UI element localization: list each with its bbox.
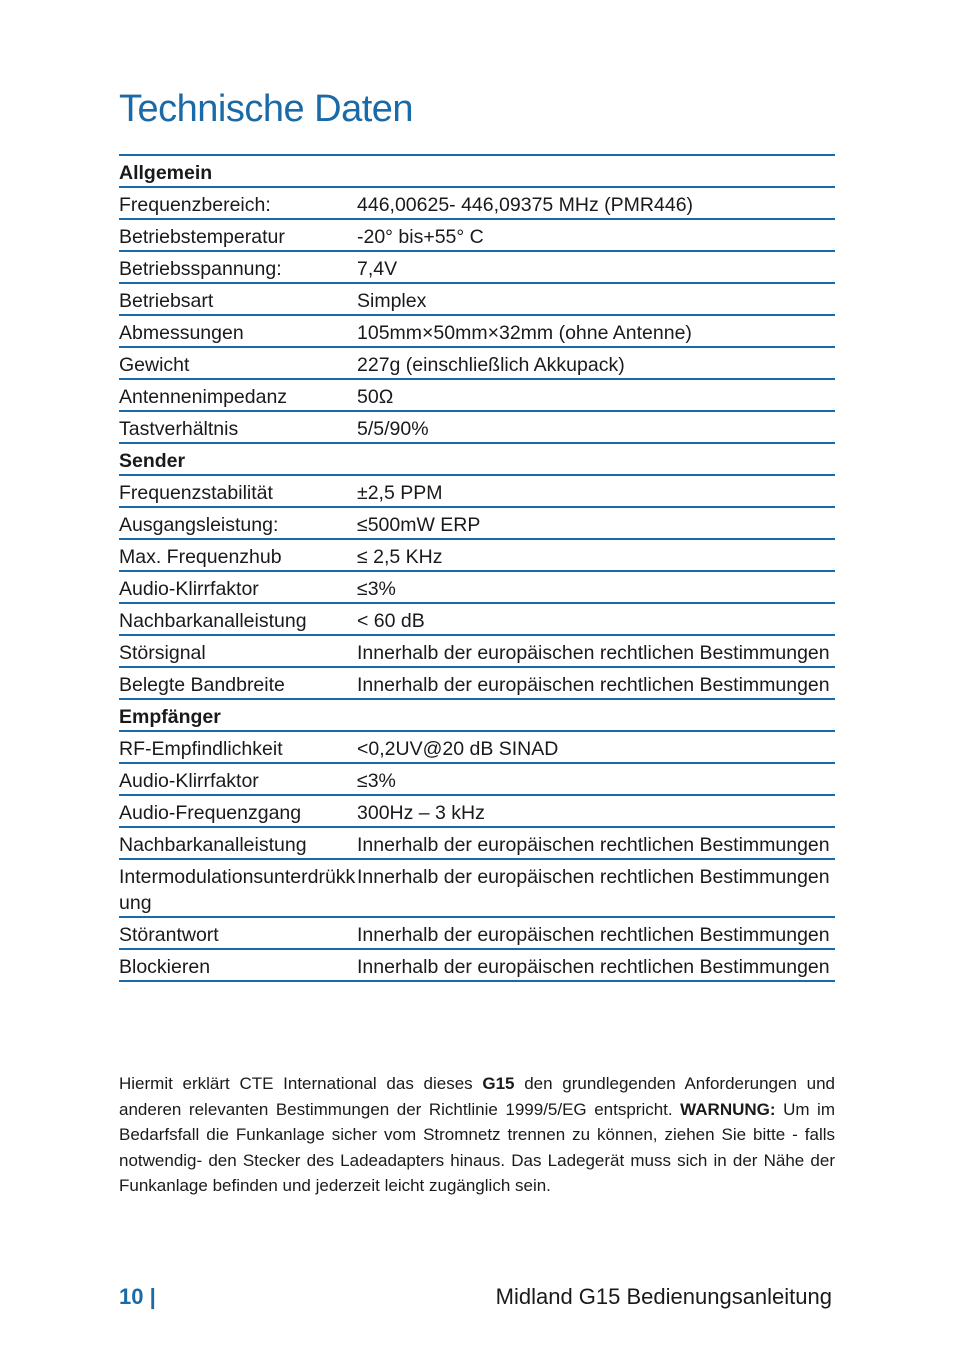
row-label: Blockieren [119, 956, 211, 978]
row-label: Audio-Klirrfaktor [119, 578, 259, 600]
table-row [119, 950, 835, 982]
table-row [119, 828, 835, 860]
row-value: ≤500mW ERP [357, 514, 481, 536]
row-value: <0,2UV@20 dB SINAD [357, 738, 559, 760]
row-label: RF-Empfindlichkeit [119, 738, 283, 760]
table-row [119, 572, 835, 604]
table-row [119, 796, 835, 828]
row-label: Antennenimpedanz [119, 386, 288, 408]
row-value: ≤3% [357, 578, 396, 600]
table-row [119, 764, 835, 796]
table-row [119, 732, 835, 764]
table-row [119, 636, 835, 668]
table-row [119, 220, 835, 252]
row-value: 105mm×50mm×32mm (ohne Antenne) [357, 322, 692, 344]
row-label: Intermodulationsunterdrükkung [119, 866, 356, 914]
row-value: 5/5/90% [357, 418, 429, 440]
row-value: ≤ 2,5 KHz [357, 546, 443, 568]
table-row [119, 380, 835, 412]
row-value: Innerhalb der europäischen rechtlichen Bestimmungen [357, 834, 830, 856]
row-value: ≤3% [357, 770, 396, 792]
row-label: Nachbarkanalleistung [119, 834, 307, 856]
row-value: Innerhalb der europäischen rechtlichen Bestimmungen [357, 866, 830, 888]
section-heading: Empfänger [119, 706, 221, 728]
table-row [119, 316, 835, 348]
row-value: ±2,5 PPM [357, 482, 443, 504]
notice-text: den grundlegenden Anforderungen und anderen relevanten Bestimmungen der Richtlinie 1999/5/EG entspricht. [119, 1074, 835, 1119]
warning-label: WARNUNG: [680, 1099, 776, 1119]
row-value: -20° bis+55° C [357, 226, 484, 248]
row-label: Frequenzbereich: [119, 194, 271, 216]
table-row [119, 348, 835, 380]
row-value: Innerhalb der europäischen rechtlichen Bestimmungen [357, 956, 830, 978]
table-row [119, 412, 835, 444]
manual-title: Midland G15 Bedienungsanleitung [495, 1284, 832, 1309]
table-row [119, 252, 835, 284]
row-label: Betriebsart [119, 290, 214, 312]
row-value: Simplex [357, 290, 427, 312]
row-value: Innerhalb der europäischen rechtlichen Bestimmungen [357, 924, 830, 946]
section-heading: Allgemein [119, 162, 213, 184]
row-value: Innerhalb der europäischen rechtlichen Bestimmungen [357, 642, 830, 664]
row-value: 227g (einschließlich Akkupack) [357, 354, 625, 376]
section-heading: Sender [119, 450, 186, 472]
row-value: 300Hz – 3 kHz [357, 802, 485, 824]
row-label: Betriebsspannung: [119, 258, 282, 280]
row-value: < 60 dB [357, 610, 425, 632]
row-label: Nachbarkanalleistung [119, 610, 307, 632]
page-footer [119, 1284, 832, 1310]
row-label: Gewicht [119, 354, 190, 376]
table-row [119, 476, 835, 508]
row-label: Frequenzstabilität [119, 482, 273, 504]
table-row [119, 918, 835, 950]
row-label: Audio-Klirrfaktor [119, 770, 259, 792]
row-label: Audio-Frequenzgang [119, 802, 302, 824]
notice-text: Um im Bedarfsfall die Funkanlage sicher vom Stromnetz trennen zu können, ziehen Sie bitte - falls notwendig- den Stecker des Ladeadapters hinaus. Das Ladegerät muss sich in der Nähe der Funkanlage befinden und jederzeit leicht zugänglich sein. [119, 1099, 835, 1196]
page-title: Technische Daten [119, 88, 414, 130]
row-value: 50Ω [357, 386, 394, 408]
row-label: Tastverhältnis [119, 418, 239, 440]
page-number: 10 | [119, 1284, 156, 1309]
row-value: Innerhalb der europäischen rechtlichen Bestimmungen [357, 674, 830, 696]
spec-table [119, 154, 835, 982]
section-heading-empfaenger [119, 700, 835, 732]
table-row [119, 540, 835, 572]
notice-text: Hiermit erklärt CTE International das dieses [119, 1074, 483, 1093]
table-row [119, 508, 835, 540]
row-label: Störsignal [119, 642, 206, 664]
section-heading-allgemein [119, 156, 835, 188]
declaration-notice [119, 1071, 835, 1199]
row-label: Ausgangsleistung: [119, 514, 279, 536]
row-label: Betriebstemperatur [119, 226, 285, 248]
row-label: Belegte Bandbreite [119, 674, 285, 696]
row-value: 446,00625- 446,09375 MHz (PMR446) [357, 194, 694, 216]
row-label: Max. Frequenzhub [119, 546, 282, 568]
row-label: Störantwort [119, 924, 219, 946]
table-row [119, 860, 835, 918]
table-row [119, 284, 835, 316]
section-heading-sender [119, 444, 835, 476]
row-value: 7,4V [357, 258, 398, 280]
table-row [119, 604, 835, 636]
table-row [119, 188, 835, 220]
model-name: G15 [482, 1074, 515, 1093]
table-row [119, 668, 835, 700]
row-label: Abmessungen [119, 322, 244, 344]
